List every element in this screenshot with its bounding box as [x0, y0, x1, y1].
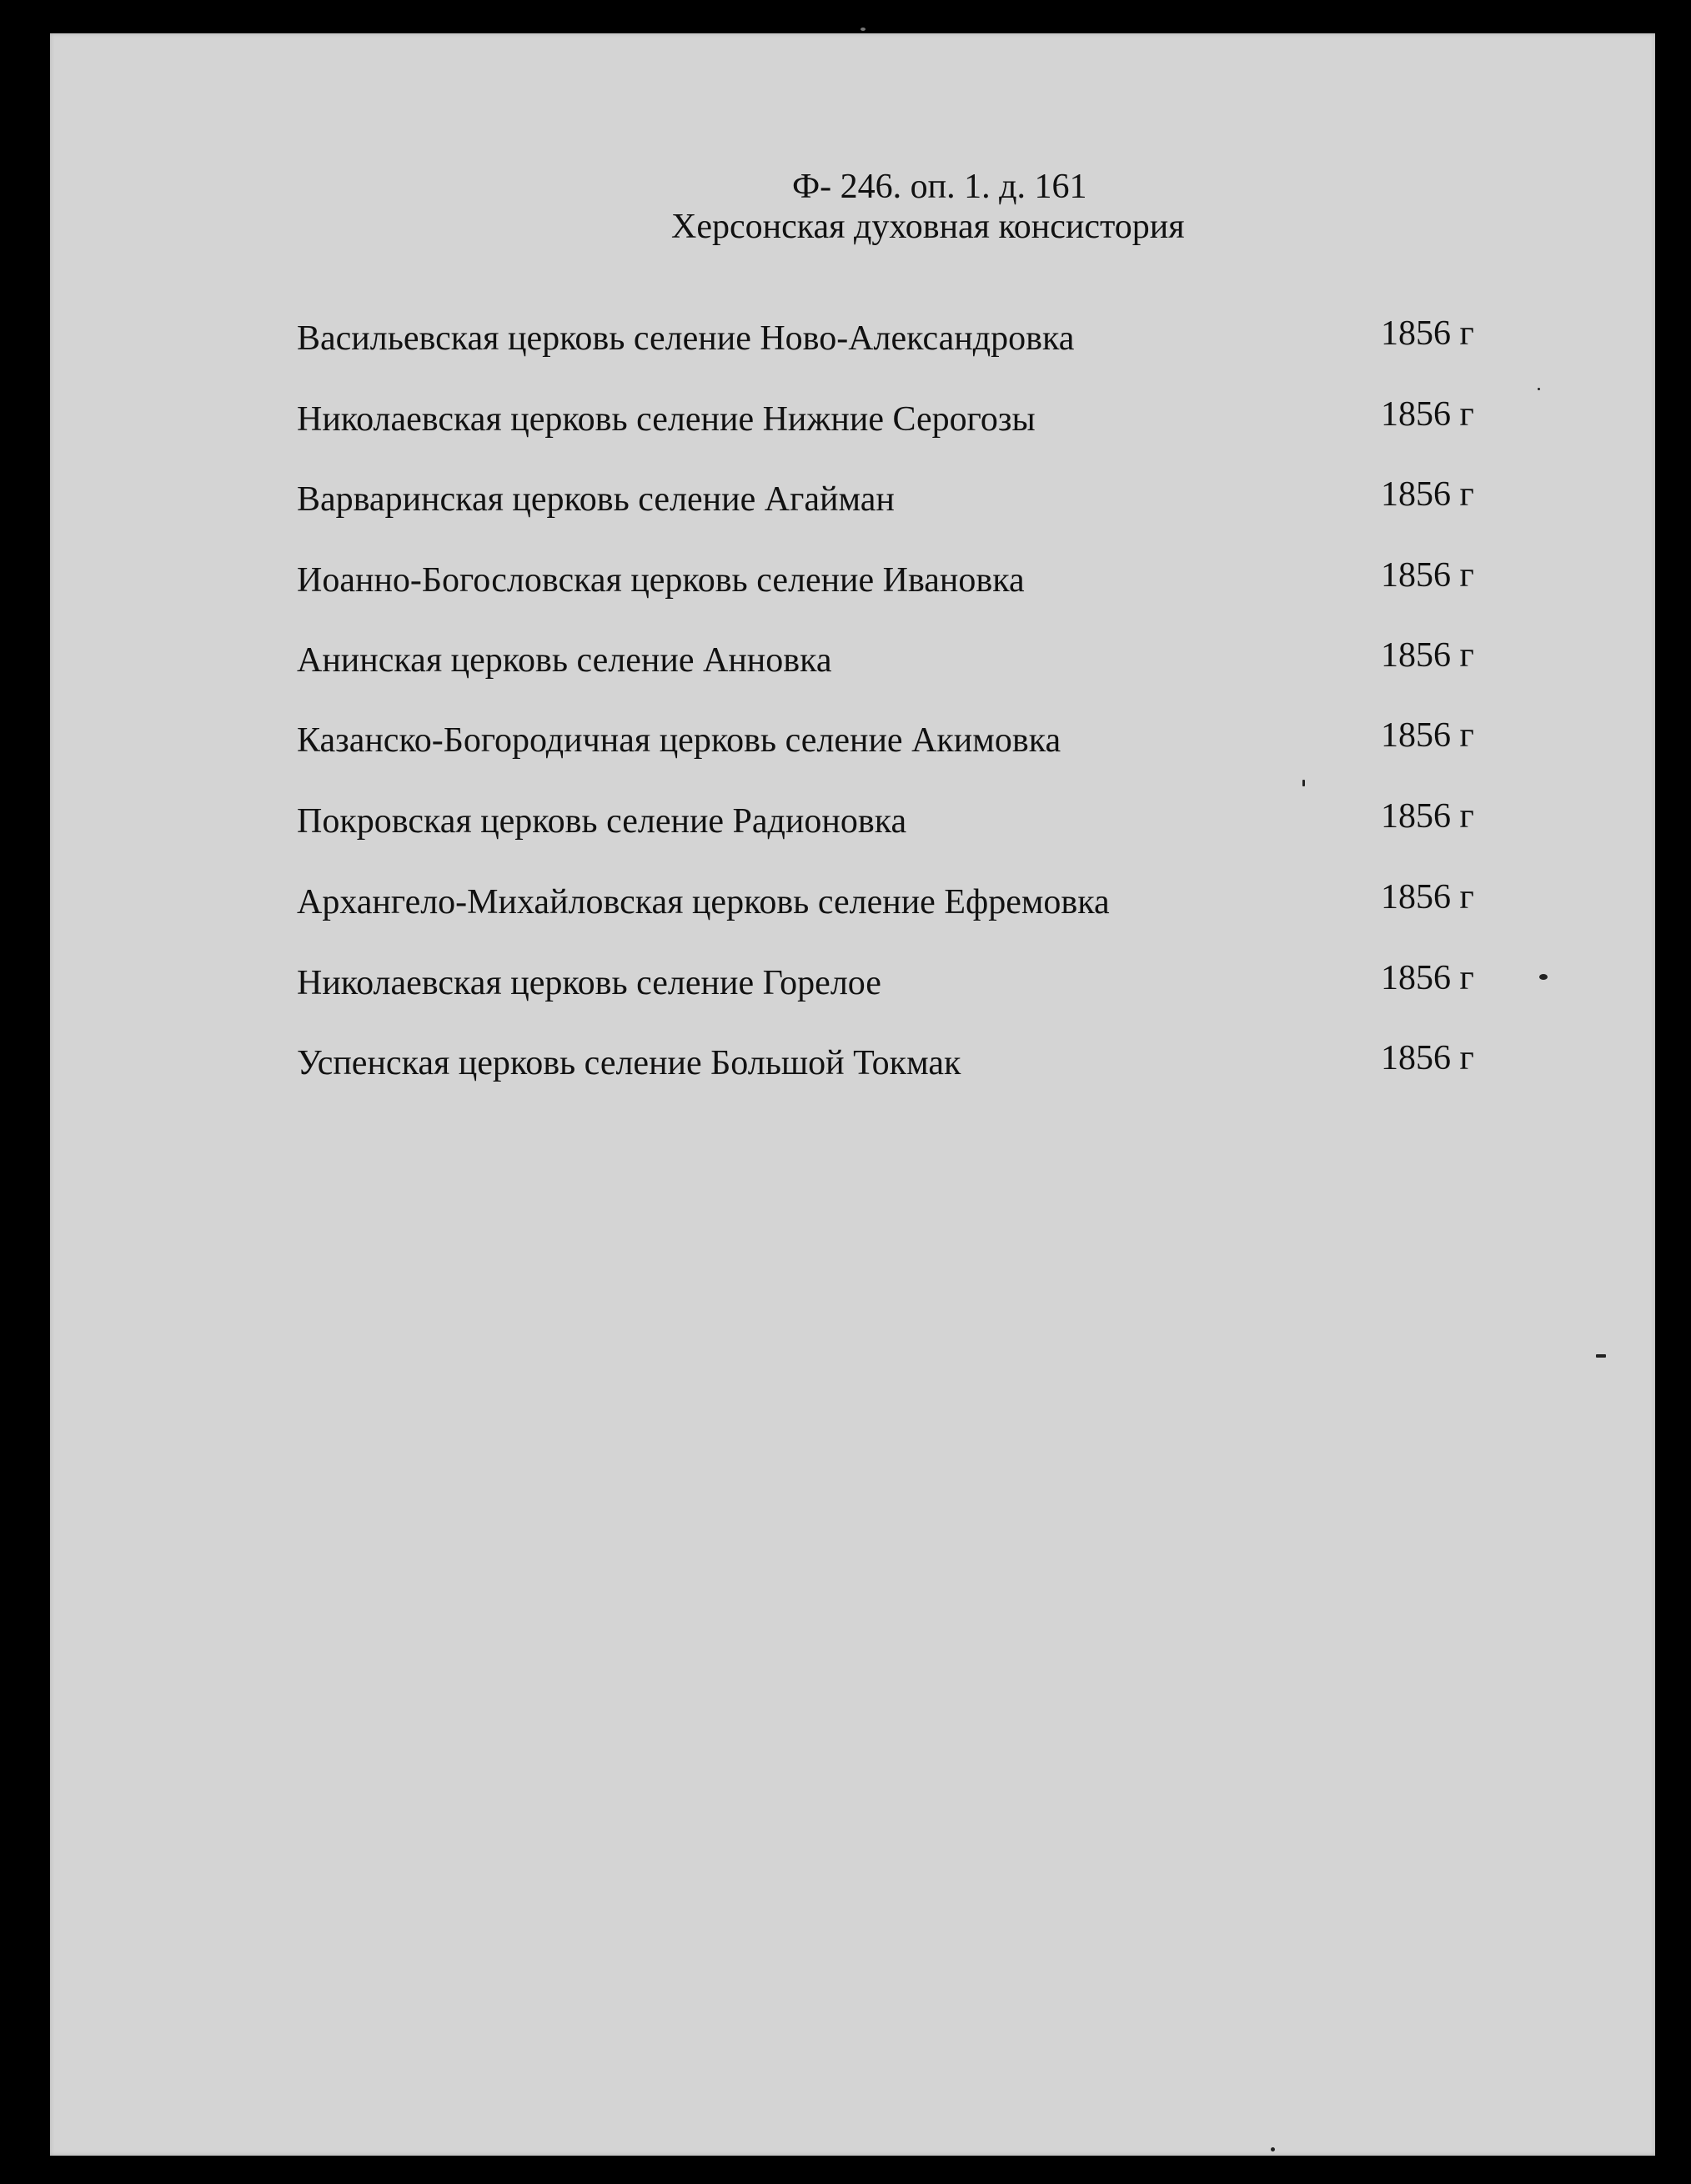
list-item [297, 959, 1514, 1010]
list-item [297, 797, 1514, 848]
church-name: Анинская церковь селение Анновка [297, 641, 832, 680]
church-name: Варваринская церковь селение Агайман [297, 480, 895, 519]
church-name: Николаевская церковь селение Горелое [297, 964, 881, 1002]
list-item [297, 716, 1514, 767]
church-name: Архангело-Михайловская церковь селение Ефремовка [297, 883, 1110, 921]
church-name: Николаевская церковь селение Нижние Серогозы [297, 400, 1036, 439]
church-name: Успенская церковь селение Большой Токмак [297, 1044, 961, 1082]
list-item [297, 556, 1514, 607]
document-page [50, 33, 1655, 2156]
entry-year: 1856 г [1381, 636, 1474, 675]
entry-year: 1856 г [1381, 475, 1474, 514]
entry-year: 1856 г [1381, 878, 1474, 916]
entry-year: 1856 г [1381, 797, 1474, 836]
archive-reference: Ф- 246. оп. 1. д. 161 [792, 168, 1087, 206]
scan-speck [1302, 780, 1305, 786]
list-item [297, 1039, 1514, 1090]
scan-speck [1538, 388, 1540, 390]
scan-speck [861, 28, 866, 31]
list-item [297, 878, 1514, 929]
list-item [297, 395, 1514, 446]
list-item [297, 475, 1514, 526]
entry-year: 1856 г [1381, 959, 1474, 997]
scan-speck [1539, 974, 1548, 980]
list-item [297, 636, 1514, 687]
entry-year: 1856 г [1381, 395, 1474, 434]
institution-title: Херсонская духовная консистория [671, 208, 1185, 246]
list-item [297, 314, 1514, 365]
entry-year: 1856 г [1381, 556, 1474, 595]
church-name: Казанско-Богородичная церковь селение Акимовка [297, 721, 1061, 760]
church-name: Покровская церковь селение Радионовка [297, 802, 907, 841]
church-name: Васильевская церковь селение Ново-Александровка [297, 319, 1075, 358]
scan-speck [1596, 1354, 1606, 1358]
scan-speck [1271, 2147, 1275, 2151]
church-name: Иоанно-Богословская церковь селение Ивановка [297, 561, 1025, 600]
entry-year: 1856 г [1381, 716, 1474, 755]
entry-year: 1856 г [1381, 314, 1474, 353]
entry-year: 1856 г [1381, 1039, 1474, 1077]
